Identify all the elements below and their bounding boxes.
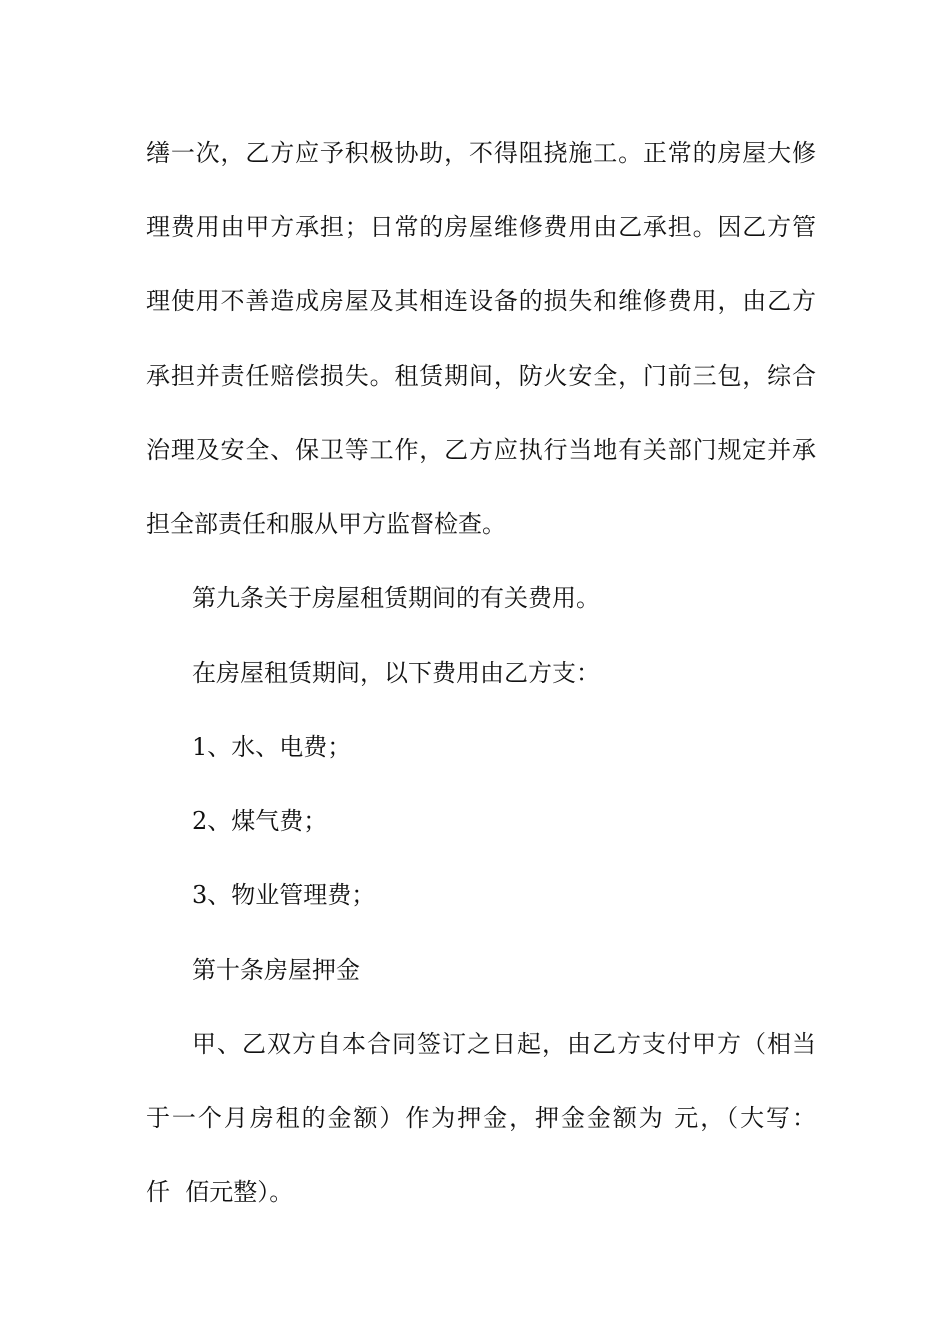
paragraph-line-6: 担全部责任和服从甲方监督检查。 [146, 510, 506, 538]
paragraph-line-5: 治理及安全、保卫等工作，乙方应执行当地有关部门规定并承 [146, 436, 816, 464]
deposit-line-3: 仟 佰元整）。 [146, 1178, 294, 1206]
fee-item-3: 3、物业管理费； [192, 881, 376, 909]
fee-item-1: 1、水、电费； [192, 733, 352, 761]
paragraph-line-2: 理费用由甲方承担；日常的房屋维修费用由乙承担。因乙方管 [146, 213, 816, 241]
paragraph-line-1: 缮一次，乙方应予积极协助，不得阻挠施工。正常的房屋大修 [146, 139, 816, 167]
paragraph-line-4: 承担并责任赔偿损失。租赁期间，防火安全，门前三包，综合 [146, 362, 816, 390]
article-10-heading: 第十条房屋押金 [192, 956, 360, 984]
paragraph-line-3: 理使用不善造成房屋及其相连设备的损失和维修费用，由乙方 [146, 287, 816, 315]
article-9-heading: 第九条关于房屋租赁期间的有关费用。 [192, 584, 600, 612]
deposit-line-2: 于一个月房租的金额）作为押金，押金金额为 元，（大写： [146, 1104, 816, 1132]
deposit-line-1: 甲、乙双方自本合同签订之日起，由乙方支付甲方（相当 [192, 1030, 816, 1058]
fees-intro: 在房屋租赁期间，以下费用由乙方支： [192, 659, 600, 687]
fee-item-2: 2、煤气费； [192, 807, 328, 835]
